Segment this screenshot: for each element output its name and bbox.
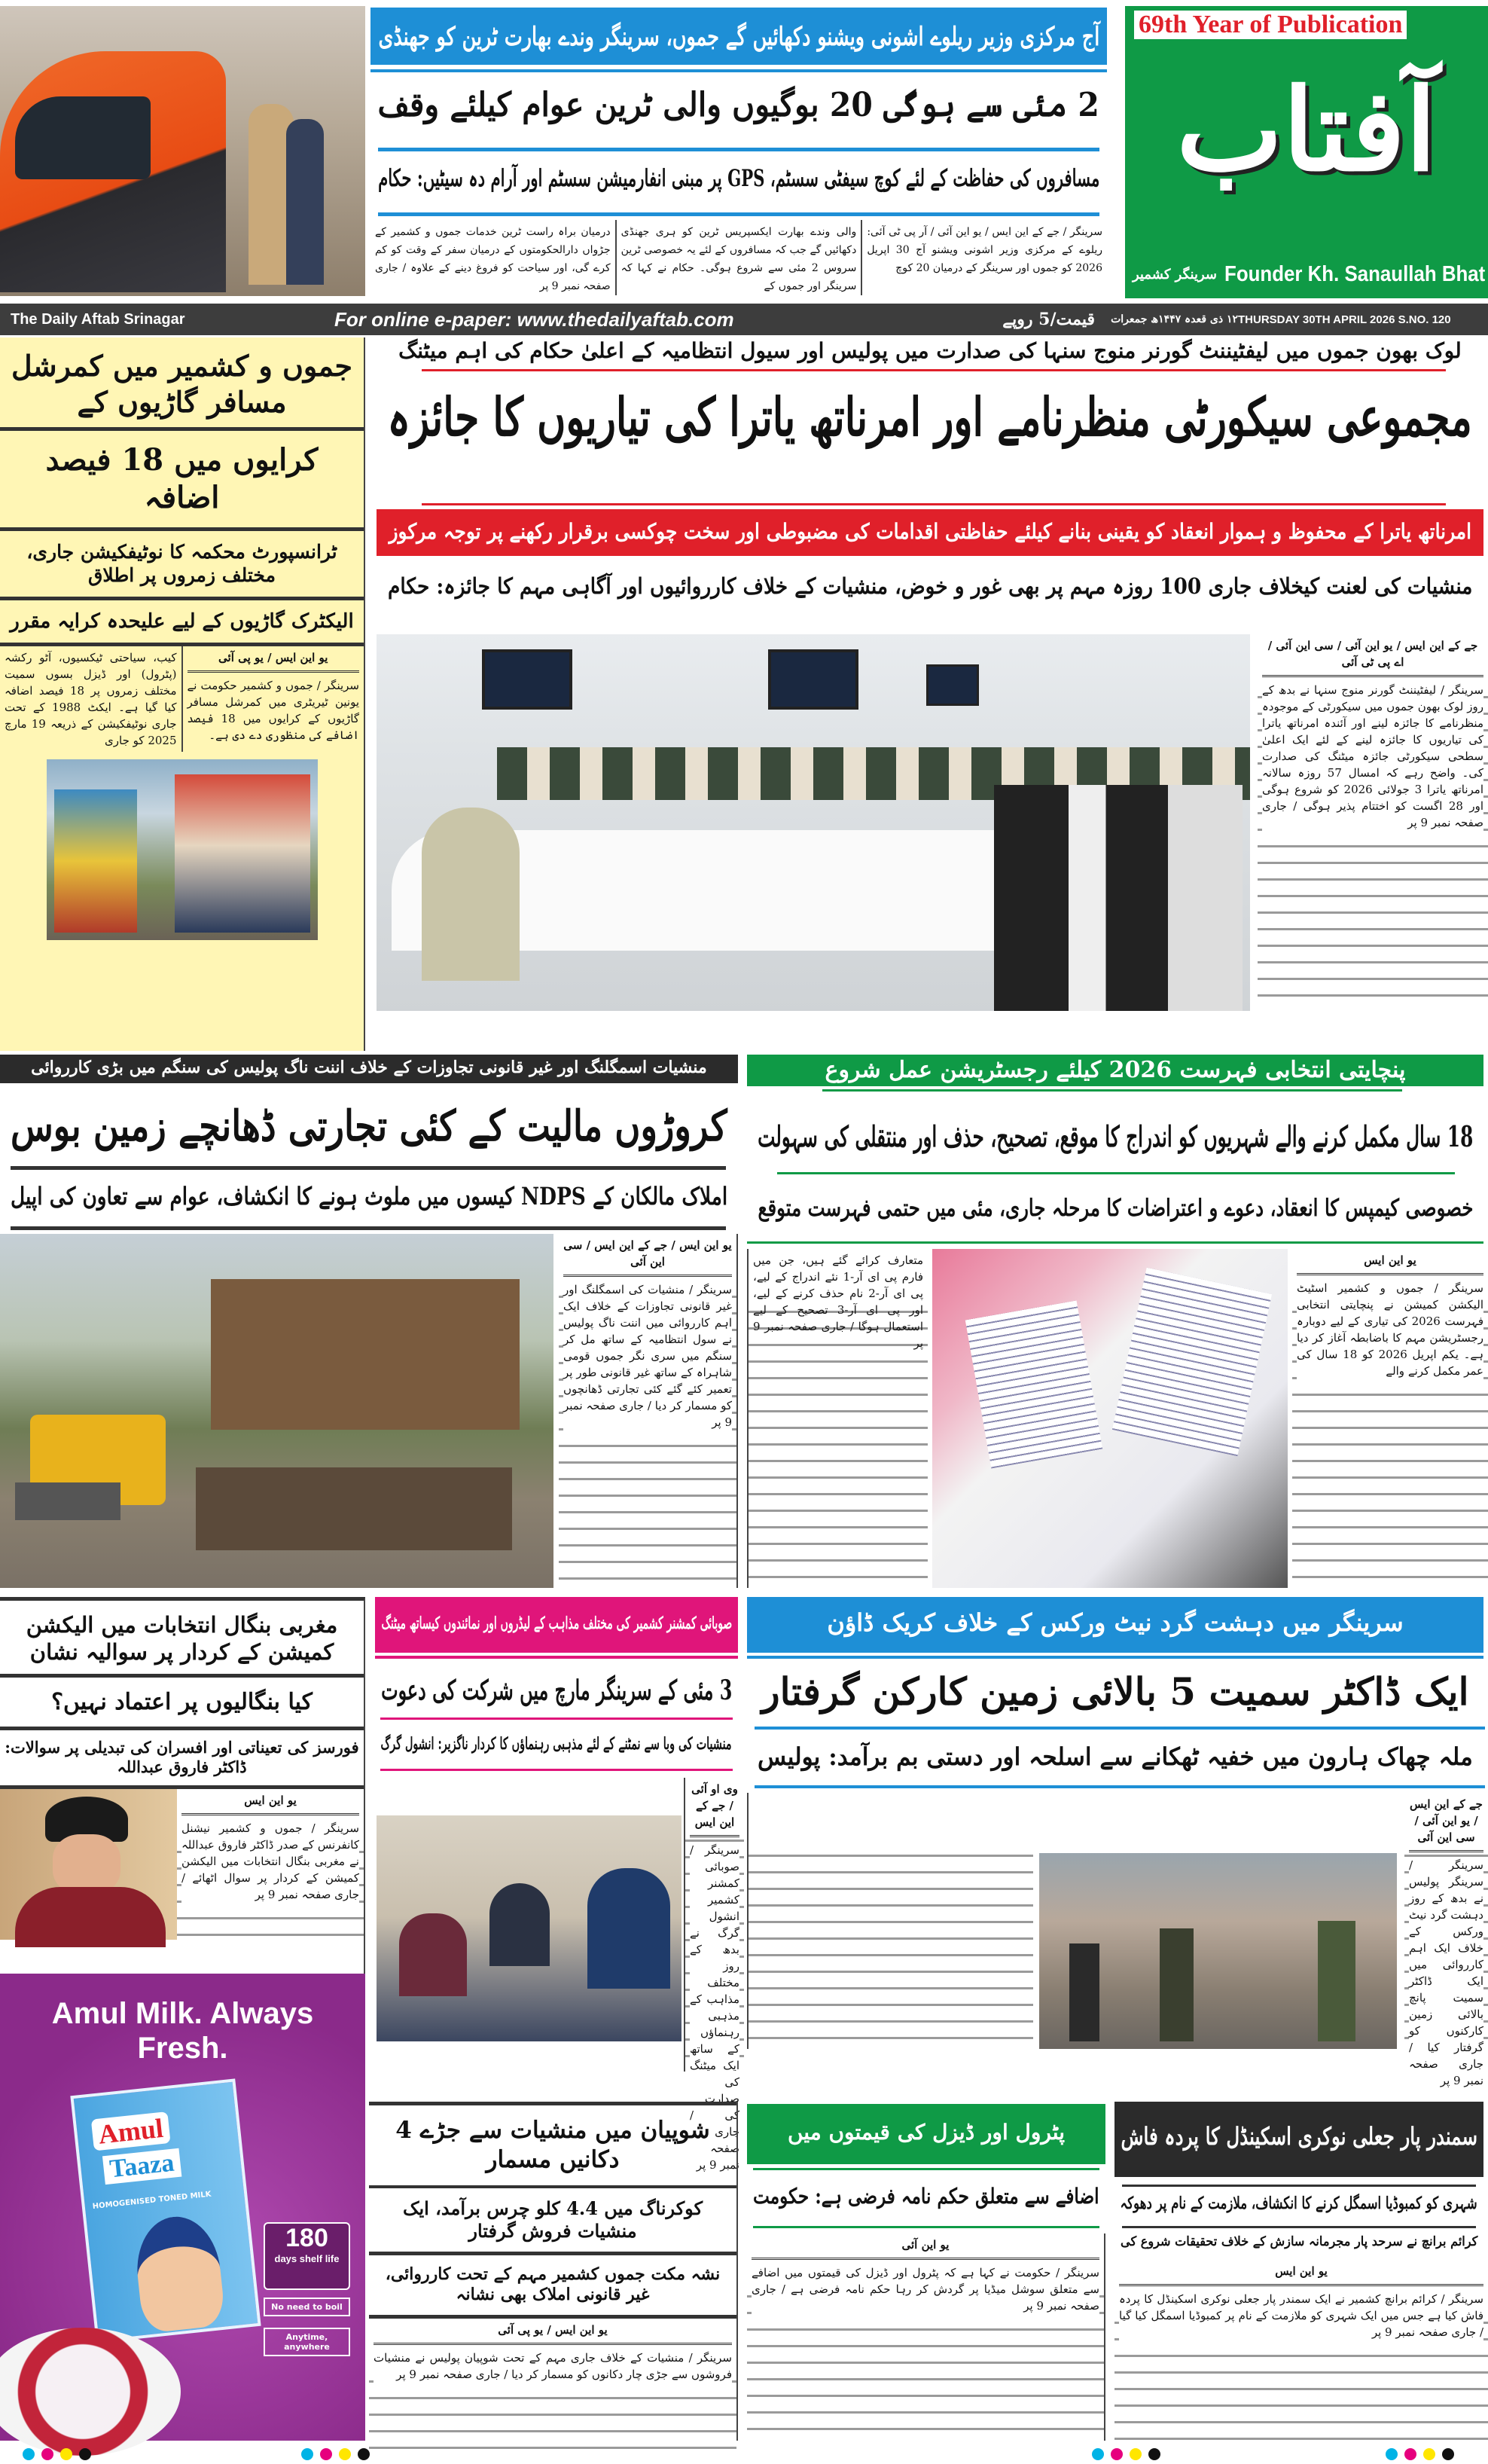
fare-hike-story xyxy=(0,337,365,1051)
fare-byline: یو این ایس / یو پی آئی xyxy=(188,649,360,673)
lead-kicker: لوک بھون جموں میں لیفٹیننٹ گورنر منوج سنہا کی صدارت میں پولیس اور سیول انتظامیہ کے اعلیٰ حکام کی اہم میٹنگ xyxy=(398,338,1462,363)
religious-headline: 3 مئی کے سرینگر مارچ میں شرکت کی دعوت xyxy=(380,1675,732,1706)
panchayat-banner xyxy=(747,1055,1483,1086)
fare-headline-2: کرایوں میں 18 فیصد اضافہ xyxy=(0,431,364,531)
top-headline: 2 مئی سے ہوگی 20 بوگیوں والی ٹرین عوام کیلئے وقف xyxy=(377,86,1099,124)
ad-tagline: Amul Milk. Always Fresh. xyxy=(51,1997,314,2065)
jobscam-body: سرینگر / کرائم برانچ کشمیر نے ایک سمندر پار جعلی نوکری اسکینڈل کا پردہ فاش کیا ہے جس میں ایک شہری کو ملازمت کے نام پر کمبوڈیا اسمگل کیا گیا / جاری صفحہ نمبر 9 پر xyxy=(1119,2292,1483,2339)
lead-red-band xyxy=(377,509,1483,556)
hijri-date: ۱۲ ذی قعدہ ۱۴۴۷ھ جمعرات xyxy=(1111,313,1238,325)
year-of-publication: 69th Year of Publication xyxy=(1134,11,1407,39)
fare-headline-4: الیکٹرک گاڑیوں کے لیے علیحدہ کرایہ مقرر xyxy=(0,600,364,647)
panchayat-byline: یو این ایس xyxy=(1297,1252,1483,1275)
lead-body: سرینگر / لیفٹیننٹ گورنر منوج سنہا نے بدھ کے روز لوک بھون جموں میں سیکورٹی کے موجودہ منظرنامے کا جائزہ لینے اور آئندہ امرناتھ یاترا کی تیاریوں کا جائزہ لینے کے لئے ایک اعلیٰ سطحی سیکورٹی جائزہ میٹنگ کی صدارت کی۔ واضح رہے کہ امسال 57 روزہ سالانہ امرناتھ یاترا 3 جولائی 2026 کو شروع ہوگی اور 28 اگست کو اختتام پذیر ہوگی / جاری صفحہ نمبر 9 پر xyxy=(1262,683,1483,829)
top-story-col-2: والی وندے بھارت ایکسپریس ٹرین کو ہری جھنڈی دکھائیں گے جب کہ مسافروں کے لئے یہ خصوصی ٹرین سروس 2 مئی سے شروع ہوگی۔ حکام نے کہا کہ سرینگر اور جموں کے xyxy=(615,220,861,295)
panchayat-subline: خصوصی کیمپس کا انعقاد، دعوے و اعتراضات کا مرحلہ جاری، مئی میں حتمی فہرست متوقع xyxy=(758,1195,1473,1222)
price: قیمت/5 روپے xyxy=(1002,310,1095,329)
bengal-body: سرینگر / جموں و کشمیر نیشنل کانفرنس کے صدر ڈاکٹر فاروق عبداللہ نے مغربی بنگال انتخابات میں الیکشن کمیشن کے کردار پر سوال اٹھائے / جاری صفحہ نمبر 9 پر xyxy=(181,1821,359,1901)
terror-byline: جے کے این ایس / یو این آئی / سی این آئی xyxy=(1409,1796,1483,1852)
bengal-headline-3: فورسز کی تعیناتی اور افسران کی تبدیلی پر سوالات: ڈاکٹر فاروق عبداللہ xyxy=(0,1730,364,1789)
ad-product: HOMOGENISED TONED MILK xyxy=(92,2190,212,2212)
ad-brand-taaza: Taaza xyxy=(102,2148,181,2185)
shopian-headline-2: کوکرناگ میں 4.4 کلو چرس برآمد، ایک منشیات فروش گرفتار xyxy=(369,2188,736,2255)
religious-subline: منشیات کی وبا سے نمٹنے کے لئے مذہبی رہنماؤں کا کردار ناگزیر: انشول گرگ xyxy=(380,1734,732,1754)
lead-byline: جے کے این ایس / یو این آئی / سی این آئی / اے پی ٹی آئی xyxy=(1262,637,1483,677)
info-bar xyxy=(0,304,1488,335)
meeting-photo xyxy=(377,634,1250,1011)
train-photo xyxy=(0,6,365,296)
police-raid-photo xyxy=(1039,1853,1397,2049)
shopian-body: سرینگر / منشیات کے خلاف جاری مہم کے تحت شوپیان پولیس نے منشیات فروشوں سے جڑی چار دکانوں کو مسمار کر دیا / جاری صفحہ نمبر 9 پر xyxy=(374,2350,732,2381)
religious-banner xyxy=(375,1597,738,1656)
drugs-body: سرینگر / منشیات کی اسمگلنگ اور غیر قانونی تجاوزات کے خلاف ایک اہم کارروائی میں اننت ناگ پولیس نے سول انتظامیہ کے ساتھ مل کر سنگم میں سری نگر جموں قومی شاہراہ کے ساتھ غیر قانونی طور پر تعمیر کئے گئے کئی تجارتی ڈھانچوں کو مسمار کر دیا / جاری صفحہ نمبر 9 پر xyxy=(563,1283,732,1429)
drugs-banner xyxy=(0,1055,738,1083)
terror-headline: ایک ڈاکٹر سمیت 5 بالائی زمین کارکن گرفتار xyxy=(761,1669,1469,1714)
amul-advertisement[interactable] xyxy=(0,1974,365,2441)
terror-subline: ملہ چھاک ہارون میں خفیہ ٹھکانے سے اسلحہ اور دستی بم برآمد: پولیس xyxy=(758,1742,1473,1771)
lead-headline: مجموعی سیکورٹی منظرنامے اور امرناتھ یاترا کی تیاریوں کا جائزہ xyxy=(387,386,1472,448)
top-banner xyxy=(370,8,1107,69)
religious-banner-text: صوبائی کمشنر کشمیر کی مختلف مذاہب کے لیڈروں اور نمائندوں کیساتھ میٹنگ xyxy=(381,1614,732,1633)
terror-banner xyxy=(747,1597,1483,1656)
fare-headline-3: ٹرانسپورٹ محکمہ کا نوٹیفکیشن جاری، مختلف زمروں پر اطلاق xyxy=(0,531,364,600)
drugs-byline: یو این ایس / جے کے این ایس / سی این آئی xyxy=(563,1237,732,1277)
shelf-life-number: 180 xyxy=(285,2224,328,2252)
petrol-body: سرینگر / حکومت نے کہا ہے کہ پٹرول اور ڈیزل کی قیمتوں میں اضافے سے متعلق سوشل میڈیا پر گردش کر رہا حکم نامہ فرضی ہے / جاری صفحہ نمبر 9 پر xyxy=(752,2266,1099,2313)
drugs-headline: کروڑوں مالیت کے کئی تجارتی ڈھانچے زمین بوس xyxy=(11,1101,727,1151)
petrol-banner xyxy=(747,2104,1105,2164)
top-story-col-3: درمیان براہ راست ٹرین خدمات جموں و کشمیر کے جڑواں دارالحکومتوں کے درمیان سفر کے وقت کو کم کرے گی، اور سیاحت کو فروغ دینے کے علاوہ / جاری صفحہ نمبر 9 پر xyxy=(374,226,611,292)
amul-girl-mascot xyxy=(132,2212,226,2334)
religious-byline: وی او آئی / جے کے این ایس xyxy=(690,1781,739,1837)
shopian-headline-3: نشہ مکت جموں کشمیر مہم کے تحت کارروائی، غیر قانونی املاک بھی نشانہ xyxy=(369,2255,736,2319)
shelf-life-text: days shelf life xyxy=(274,2253,340,2264)
electoral-roll-photo xyxy=(932,1249,1288,1588)
top-subhead: مسافروں کی حفاظت کے لئے کوچ سیفٹی سسٹم، GPS پر مبنی انفارمیشن سسٹم اور آرام دہ سیٹیں: حکام xyxy=(377,165,1099,192)
bengal-headline-1: مغربی بنگال انتخابات میں الیکشن کمیشن کے کردار پر سوالیہ نشان xyxy=(0,1601,364,1678)
issue-date: THURSDAY 30TH APRIL 2026 S.NO. 120 xyxy=(1238,313,1451,326)
masthead-logo: آفتاب xyxy=(1176,64,1437,197)
bengal-headline-2: کیا بنگالیوں پر اعتماد نہیں؟ xyxy=(0,1678,364,1731)
masthead xyxy=(1122,6,1488,298)
jobscam-headline: شہری کو کمبوڈیا اسمگل کرنے کا انکشاف، ملازمت کے نام پر دھوکہ xyxy=(1120,2194,1477,2213)
masthead-city: سرینگر کشمیر xyxy=(1133,267,1217,282)
fare-body-1: سرینگر / جموں و کشمیر حکومت نے یونین ٹیریٹری میں کمرشل مسافر گاڑیوں کے کرایوں میں 18 فیصد اضافے کی منظوری دے دی ہے۔ xyxy=(187,679,359,742)
fare-body-2: کیب، سیاحتی ٹیکسیوں، آٹو رکشہ (پٹرول) اور ڈیزل بسوں سمیت مختلف زمروں پر 18 فیصد اضافہ کیا گیا ہے۔ ایکٹ 1988 کے تحت جاری نوٹیفکیشن کے ذریعہ 19 مارچ 2025 کو جاری xyxy=(5,651,177,747)
panchayat-body-2: متعارف کرائے گئے ہیں، جن میں فارم پی ای آر-1 نئے اندراج کے لیے، پی ای آر-2 نام حذف کرنے کے لیے، اور پی ای آر-3 تصحیح کے لیے استعمال ہوگا / جاری صفحہ نمبر 9 پر xyxy=(747,1249,928,1588)
lead-red-band-text: امرناتھ یاترا کے محفوظ و ہموار انعقاد کو یقینی بنانے کیلئے حفاظتی اقدامات کی مضبوطی اور سخت چوکسی برقرار رکھنے پر توجہ مرکوز xyxy=(389,519,1471,544)
jobscam-byline: یو این ایس xyxy=(1119,2263,1483,2286)
jobscam-banner-text: سمندر پار جعلی نوکری اسکینڈل کا پردہ فاش xyxy=(1121,2122,1477,2151)
milk-carton xyxy=(70,2078,261,2343)
epaper-link[interactable]: For online e-paper: www.thedailyaftab.com xyxy=(334,307,734,331)
religious-meeting-photo xyxy=(377,1815,681,2041)
ad-brand-amul: Amul xyxy=(91,2111,171,2151)
religious-body: سرینگر / صوبائی کمشنر کشمیر انشول گرگ نے بدھ کے روز مختلف مذاہب کے مذہبی رہنماؤں کے ساتھ ایک میٹنگ کی صدارت کی / جاری صفحہ نمبر 9 پر xyxy=(690,1843,739,2172)
paper-name: The Daily Aftab Srinagar xyxy=(11,310,185,328)
shelf-life-badge xyxy=(264,2222,350,2290)
ad-badge-anytime: Anytime, anywhere xyxy=(264,2328,350,2356)
bengal-byline: یو این ایس xyxy=(181,1792,359,1815)
terror-body: سرینگر / سرینگر پولیس نے بدھ کے روز دہشت گرد نیٹ ورکس کے خلاف ایک اہم کارروائی میں ایک ڈاکٹر سمیت پانچ بالائی زمین کارکنوں کو گرفتار کیا / جاری صفحہ نمبر 9 پر xyxy=(1409,1858,1483,2087)
cereal-bowl xyxy=(0,2328,181,2456)
petrol-byline: یو این آئی xyxy=(752,2237,1099,2260)
trucks-photo xyxy=(47,759,318,940)
drugs-banner-text: منشیات اسمگلنگ اور غیر قانونی تجاوزات کے خلاف اننت ناگ پولیس کی سنگم میں بڑی کارروائی xyxy=(31,1058,707,1077)
top-story-col-1: سرینگر / جے کے این ایس / یو این آئی / آر پی ٹی آئی: ریلوے کے مرکزی وزیر اشونی ویشنو آج 30 اپریل 2026 کو جموں اور سرینگر کے درمیان 20 کوچ xyxy=(861,220,1107,295)
ad-badge-boil: No need to boil xyxy=(264,2298,350,2316)
panchayat-body-1: سرینگر / جموں و کشمیر اسٹیٹ الیکشن کمیشن نے پنچایتی انتخابی فہرست 2026 کی تیاری کے لیے دوبارہ رجسٹریشن مہم کا باضابطہ آغاز کر دیا ہے۔ یکم اپریل 2026 کو 18 سال کی عمر مکمل کرنے والے xyxy=(1297,1281,1483,1378)
demolition-photo xyxy=(0,1234,553,1588)
drugs-subline: املاک مالکان کے NDPS کیسوں میں ملوث ہونے کا انکشاف، عوام سے تعاون کی اپیل xyxy=(10,1182,727,1211)
founder-name: Founder Kh. Sanaullah Bhat xyxy=(1224,262,1486,286)
shopian-byline: یو این ایس / یو پی آئی xyxy=(374,2322,732,2345)
jobscam-subline: کرائم برانچ نے سرحد پار مجرمانہ سازش کے خلاف تحقیقات شروع کی xyxy=(1120,2234,1477,2249)
lead-subline: منشیات کی لعنت کیخلاف جاری 100 روزہ مہم پر بھی غور و خوض، منشیات کے خلاف کارروائیوں اور آگاہی مہم کا جائزہ: حکام xyxy=(387,573,1472,599)
petrol-banner-text: پٹرول اور ڈیزل کی قیمتوں میں xyxy=(787,2120,1066,2145)
panchayat-headline: 18 سال مکمل کرنے والے شہریوں کو اندراج کا موقع، تصحیح، حذف اور منتقلی کی سہولت xyxy=(757,1119,1473,1153)
fare-headline-1: جموں و کشمیر میں کمرشل مسافر گاڑیوں کے xyxy=(0,337,364,431)
top-banner-text: آج مرکزی وزیر ریلوے اشونی ویشنو دکھائیں گے جموں، سرینگر وندے بھارت ٹرین کو جھنڈی xyxy=(378,22,1099,52)
shopian-headline-1: شوپیان میں منشیات سے جڑے 4 دکانیں مسمار xyxy=(369,2102,736,2188)
terror-banner-text: سرینگر میں دہشت گرد نیٹ ورکس کے خلاف کریک ڈاؤن xyxy=(827,1608,1404,1637)
farooq-abdullah-photo xyxy=(0,1789,177,1940)
petrol-headline: اضافے سے متعلق حکم نامہ فرضی ہے: حکومت xyxy=(753,2184,1099,2209)
jobscam-banner xyxy=(1114,2102,1483,2177)
panchayat-banner-text: پنچایتی انتخابی فہرست 2026 کیلئے رجسٹریشن عمل شروع xyxy=(825,1057,1406,1083)
